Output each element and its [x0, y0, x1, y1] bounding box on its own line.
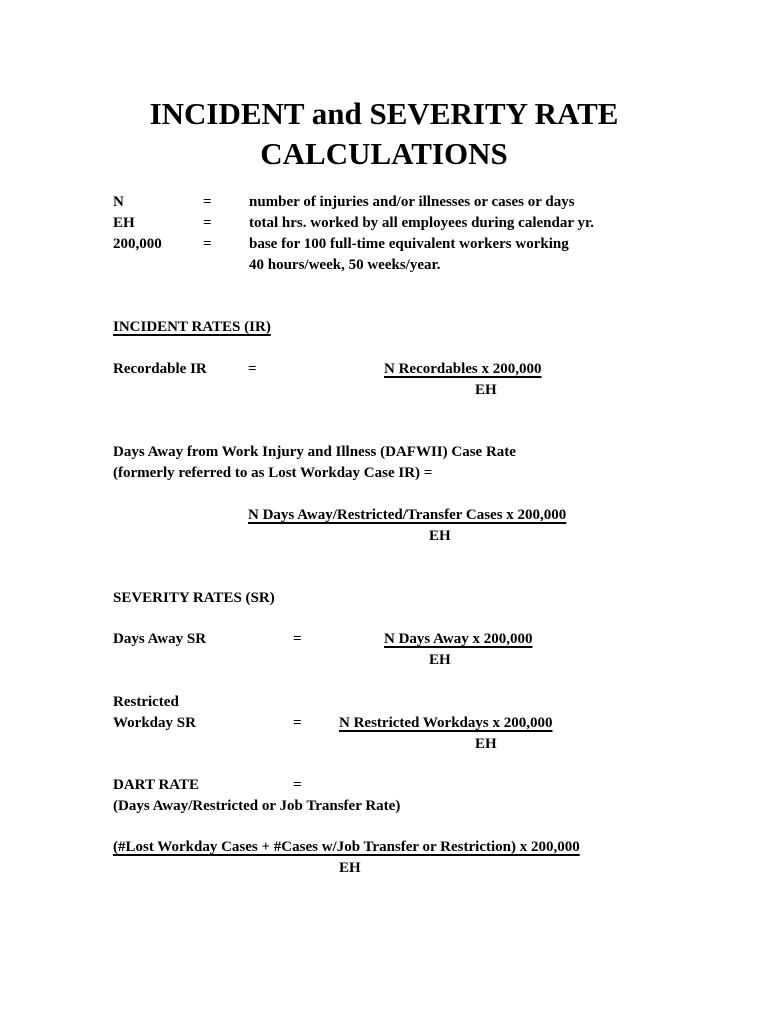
definition-text-eh: total hrs. worked by all employees during calendar yr.: [249, 215, 595, 231]
dart-rate-equals: =: [293, 777, 302, 793]
definition-equals-n: =: [203, 194, 212, 210]
days-away-sr-equals: =: [293, 631, 302, 647]
recordable-ir-equals: =: [248, 361, 257, 377]
dafwii-label-line2: (formerly referred to as Lost Workday Case IR) =: [113, 465, 433, 481]
restricted-sr-label-line1: Restricted: [113, 694, 179, 710]
definition-text-n: number of injuries and/or illnesses or cases or days: [249, 194, 575, 210]
restricted-sr-numerator: N Restricted Workdays x 200,000: [339, 715, 553, 731]
days-away-sr-label: Days Away SR: [113, 631, 207, 647]
recordable-ir-label: Recordable IR: [113, 361, 207, 377]
incident-rates-heading: INCIDENT RATES (IR): [113, 319, 271, 335]
dafwii-numerator: N Days Away/Restricted/Transfer Cases x 200,000: [248, 507, 567, 523]
definition-text-200000-line1: base for 100 full-time equivalent workers working: [249, 236, 569, 252]
days-away-sr-denominator: EH: [429, 652, 451, 668]
page-title-line2: CALCULATIONS: [260, 136, 508, 171]
restricted-sr-label-line2: Workday SR: [113, 715, 196, 731]
dart-rate-denominator: EH: [339, 860, 361, 876]
dart-rate-numerator: (#Lost Workday Cases + #Cases w/Job Transfer or Restriction) x 200,000: [113, 839, 580, 855]
definition-equals-eh: =: [203, 215, 212, 231]
recordable-ir-denominator: EH: [475, 382, 497, 398]
definition-text-200000-line2: 40 hours/week, 50 weeks/year.: [249, 257, 441, 273]
restricted-sr-equals: =: [293, 715, 302, 731]
dart-rate-subtitle: (Days Away/Restricted or Job Transfer Rate): [113, 798, 401, 814]
days-away-sr-numerator: N Days Away x 200,000: [384, 631, 533, 647]
definition-term-eh: EH: [113, 215, 135, 231]
dart-rate-label: DART RATE: [113, 777, 200, 793]
recordable-ir-numerator: N Recordables x 200,000: [384, 361, 542, 377]
definition-term-200000: 200,000: [113, 236, 162, 252]
dafwii-denominator: EH: [429, 528, 451, 544]
restricted-sr-denominator: EH: [475, 736, 497, 752]
definition-term-n: N: [113, 194, 124, 210]
severity-rates-heading: SEVERITY RATES (SR): [113, 590, 275, 606]
dafwii-label-line1: Days Away from Work Injury and Illness (DAFWII) Case Rate: [113, 444, 516, 460]
page-title-line1: INCIDENT and SEVERITY RATE: [149, 96, 619, 131]
definition-equals-200000: =: [203, 236, 212, 252]
